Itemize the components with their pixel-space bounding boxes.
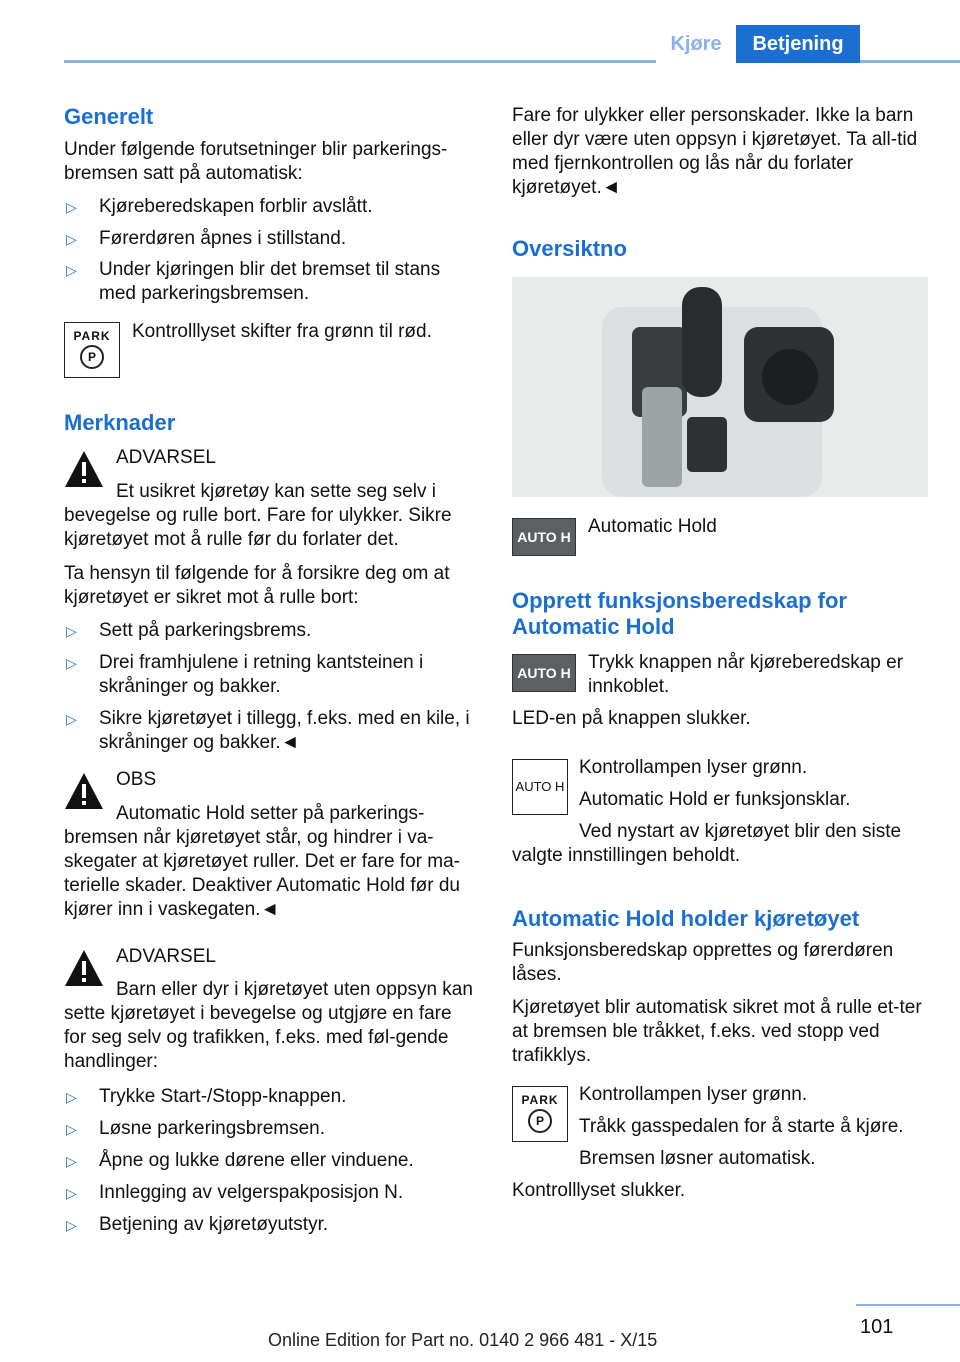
auto-h-button-icon: AUTO H xyxy=(512,654,576,692)
park-icon: PARK P xyxy=(64,322,120,378)
final-text: Kontrolllyset slukker. xyxy=(512,1180,686,1201)
park-icon: PARK P xyxy=(512,1086,568,1142)
edition-footer: Online Edition for Part no. 0140 2 966 481 - X/15 xyxy=(268,1330,658,1350)
list-item: Åpne og lukke dørene eller vinduene. xyxy=(99,1150,414,1171)
section-holder-title: Automatic Hold holder kjøretøyet xyxy=(512,906,860,931)
list-item: Løsne parkeringsbremsen. xyxy=(99,1118,325,1139)
warning3-heading: ADVARSEL xyxy=(116,946,216,967)
section-oversikt-title: Oversiktno xyxy=(512,236,627,261)
park2-text-3: Bremsen løsner automatisk. xyxy=(579,1148,816,1169)
auto-h-lamp-icon: AUTO H xyxy=(512,759,568,815)
bullet-marker: ▷ xyxy=(66,1153,77,1169)
list-item: Kjøreberedskapen forblir avslått. xyxy=(99,196,373,217)
bullet-marker: ▷ xyxy=(66,711,77,727)
page-rule xyxy=(856,1304,960,1306)
auto-h-icon: AUTO H xyxy=(512,518,576,556)
list-item: Sett på parkeringsbrems. xyxy=(99,620,312,641)
tab-kjore[interactable]: Kjøre xyxy=(656,25,736,63)
list-item: Betjening av kjøretøyutstyr. xyxy=(99,1214,329,1235)
list-item: Førerdøren åpnes i stillstand. xyxy=(99,228,347,249)
warning3-text: Barn eller dyr i kjøretøyet uten oppsyn kan sette kjøretøyet i bevegelse og utgjøre en fare for seg selv og trafikken, f.eks. med føl-gende handlinger: xyxy=(64,979,473,1072)
list-item: Trykke Start-/Stopp-knappen. xyxy=(99,1086,347,1107)
bullet-marker: ▷ xyxy=(66,231,77,247)
bullet-marker: ▷ xyxy=(66,199,77,215)
led-text: LED-en på knappen slukker. xyxy=(512,708,751,729)
bullet-marker: ▷ xyxy=(66,655,77,671)
page-number: 101 xyxy=(860,1316,894,1338)
bullet-marker: ▷ xyxy=(66,1089,77,1105)
opprett-caption: Trykk knappen når kjøreberedskap er innkoblet. xyxy=(588,652,904,697)
console-photo xyxy=(512,277,928,497)
holder-text-1: Funksjonsberedskap opprettes og førerdøren låses. xyxy=(512,940,894,985)
park2-text-2: Tråkk gasspedalen for å starte å kjøre. xyxy=(579,1116,904,1137)
continued-text: Fare for ulykker eller personskader. Ikke la barn eller dyr være uten oppsyn i kjøretøyet. Ta all-tid med fjernkontrollen og lås når du forlater kjøretøyet.◄ xyxy=(512,105,918,198)
warning2-heading: OBS xyxy=(116,769,157,790)
bullet-marker: ▷ xyxy=(66,623,77,639)
autoh-caption: Automatic Hold xyxy=(588,516,717,537)
warning1-text: Et usikret kjøretøy kan sette seg selv i bevegelse og rulle bort. Fare for ulykker. Sikre kjøretøyet mot å rulle før du forlater det. xyxy=(64,481,452,550)
note-text: Ta hensyn til følgende for å forsikre deg om at kjøretøyet er sikret mot å rulle bort: xyxy=(64,563,450,608)
tab-betjening[interactable]: Betjening xyxy=(736,25,860,63)
park-caption: Kontrolllyset skifter fra grønn til rød. xyxy=(132,321,432,342)
lamp-text-2: Automatic Hold er funksjonsklar. xyxy=(579,789,851,810)
bullet-marker: ▷ xyxy=(66,1185,77,1201)
lamp-text-3: Ved nystart av kjøretøyet blir den siste valgte innstillingen beholdt. xyxy=(512,821,902,866)
section-generelt-title: Generelt xyxy=(64,104,154,129)
lamp-text-1: Kontrollampen lyser grønn. xyxy=(579,757,808,778)
bullet-marker: ▷ xyxy=(66,1217,77,1233)
bullet-marker: ▷ xyxy=(66,262,77,278)
warning2-text: Automatic Hold setter på parkerings-bremsen når kjøretøyet står, og hindrer i va-skegater at kjøretøyet ruller. Det er fare for ma-terielle skader. Deaktiver Automatic Hold før du kjører inn i vaskegaten.◄ xyxy=(64,803,461,920)
list-item: Drei framhjulene i retning kantsteinen i skråninger og bakker. xyxy=(99,652,424,697)
section-merknader-title: Merknader xyxy=(64,410,176,435)
list-item: Under kjøringen blir det bremset til stans med parkeringsbremsen. xyxy=(99,259,441,304)
list-item: Innlegging av velgerspakposisjon N. xyxy=(99,1182,404,1203)
holder-text-2: Kjøretøyet blir automatisk sikret mot å rulle et-ter at bremsen ble tråkket, f.eks. ved stopp ved trafikklys. xyxy=(512,997,922,1066)
generelt-text: Under følgende forutsetninger blir parkerings-bremsen satt på automatisk: xyxy=(64,139,448,184)
warning1-heading: ADVARSEL xyxy=(116,447,216,468)
list-item: Sikre kjøretøyet i tillegg, f.eks. med en kile, i skråninger og bakker.◄ xyxy=(99,708,470,753)
section-opprett-title: Opprett funksjonsberedskap for Automatic Hold xyxy=(512,588,847,639)
bullet-marker: ▷ xyxy=(66,1121,77,1137)
park2-text-1: Kontrollampen lyser grønn. xyxy=(579,1084,808,1105)
